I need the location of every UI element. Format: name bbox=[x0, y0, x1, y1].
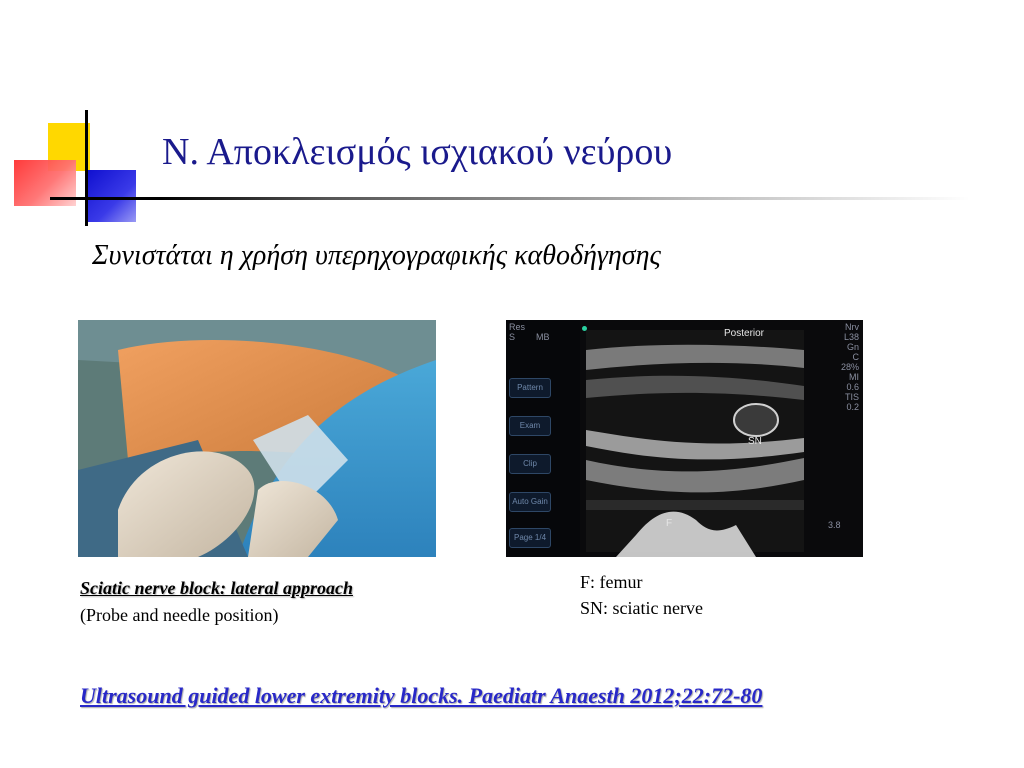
decor-vertical-line bbox=[85, 110, 88, 226]
us-readout bbox=[841, 322, 859, 412]
us-readout-tis: TIS bbox=[844, 392, 859, 402]
left-caption-subtitle: (Probe and needle position) bbox=[80, 605, 279, 625]
us-mb-label: MB bbox=[536, 332, 550, 342]
ultrasound-sidebar bbox=[506, 320, 580, 557]
slide-title: Ν. Αποκλεισμός ισχιακού νεύρου bbox=[162, 131, 673, 173]
legend-sciatic-nerve: SN: sciatic nerve bbox=[580, 598, 703, 618]
us-readout-gn: Gn bbox=[846, 342, 859, 352]
title-underline bbox=[50, 197, 970, 200]
decor-blue-square bbox=[88, 170, 136, 222]
us-exam-button: Exam bbox=[509, 416, 551, 436]
us-s-label: S bbox=[509, 332, 516, 342]
us-depth-label: 3.8 bbox=[828, 520, 841, 530]
us-readout-gain: 28% bbox=[840, 362, 859, 372]
us-readout-l38: L38 bbox=[843, 332, 859, 342]
us-f-label: F bbox=[666, 518, 673, 529]
left-caption-title: Sciatic nerve block: lateral approach bbox=[80, 578, 353, 598]
probe-needle-illustration bbox=[78, 320, 436, 557]
us-readout-mi-val: 0.6 bbox=[846, 382, 859, 392]
us-posterior-label: Posterior bbox=[724, 328, 765, 339]
us-clip-button: Clip bbox=[509, 454, 551, 474]
us-readout-mi: MI bbox=[849, 372, 859, 382]
us-res-label: Res bbox=[509, 322, 526, 332]
us-page-button: Page 1/4 bbox=[509, 528, 551, 548]
probe-needle-photo bbox=[78, 320, 436, 557]
ultrasound-image bbox=[506, 320, 863, 557]
citation-link[interactable]: Ultrasound guided lower extremity blocks. Paediatr Anaesth 2012;22:72-80 bbox=[80, 683, 763, 708]
us-readout-nrv: Nrv bbox=[845, 322, 859, 332]
us-readout-tis-val: 0.2 bbox=[846, 402, 859, 412]
legend-femur: F: femur bbox=[580, 572, 643, 592]
us-sn-label: SN bbox=[748, 436, 762, 447]
slide-subtitle: Συνιστάται η χρήση υπερηχογραφικής καθοδήγησης bbox=[92, 240, 661, 271]
us-readout-c: C bbox=[852, 352, 859, 362]
us-indicator-dot bbox=[582, 326, 587, 331]
us-autogain-button: Auto Gain bbox=[509, 492, 551, 512]
us-pattern-button: Pattern bbox=[509, 378, 551, 398]
